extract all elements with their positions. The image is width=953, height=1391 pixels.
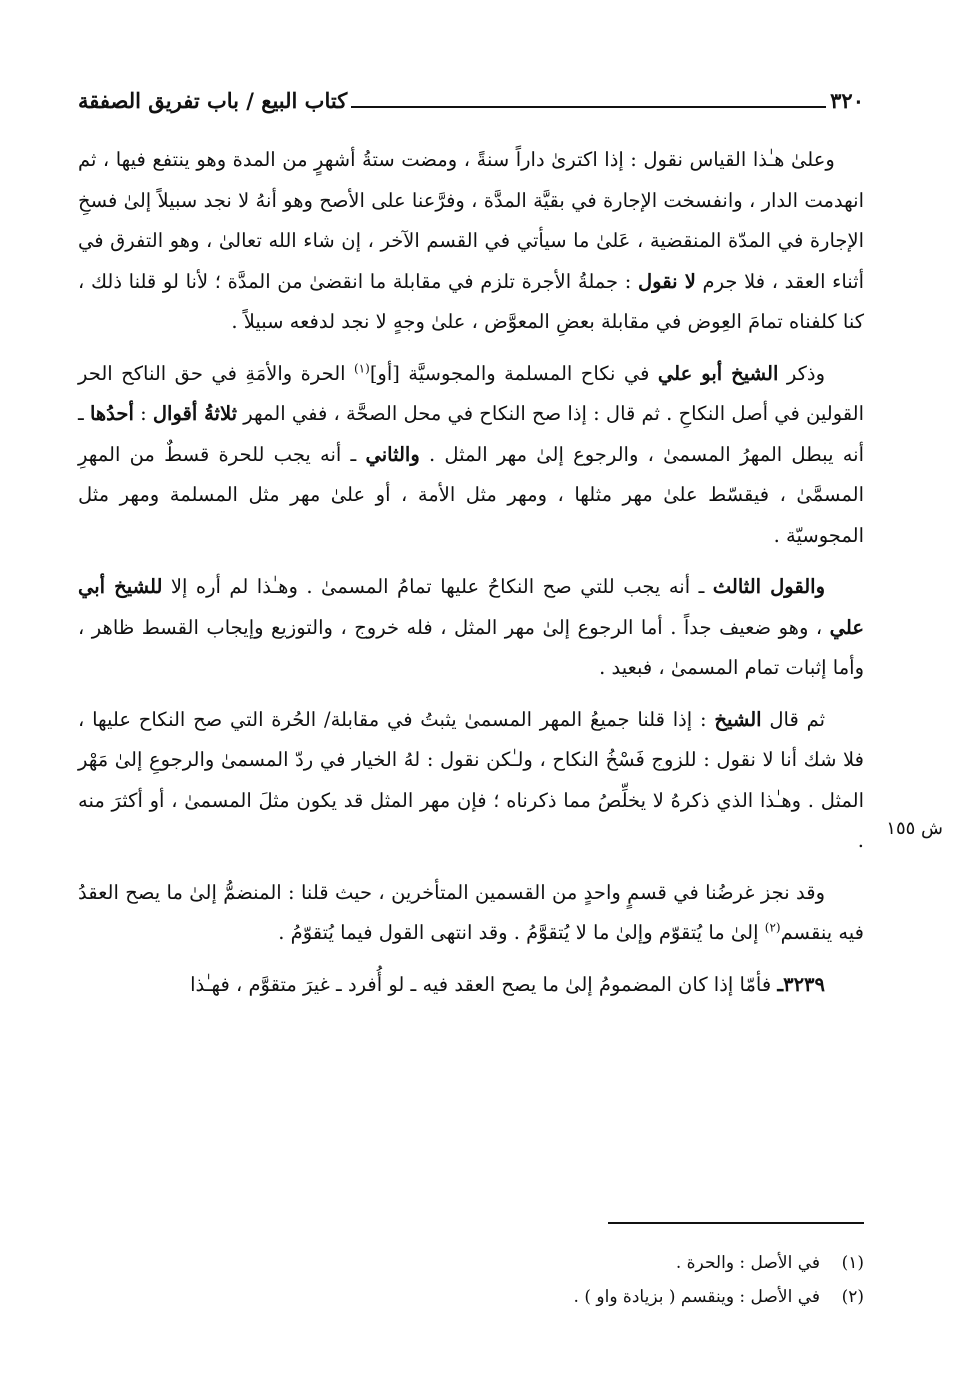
paragraph xyxy=(78,700,864,862)
running-header xyxy=(78,82,864,118)
footnote-ref[interactable]: (٢) xyxy=(764,920,781,935)
text-run: فأمّا إذا كان المضمومُ إلىٰ ما يصح العقد فيه ـ لو أُفرد ـ غيرَ متقوَّم ، فهـٰذا xyxy=(190,972,778,996)
main-text xyxy=(78,140,864,1016)
page-number: ٣٢٠ xyxy=(830,87,864,113)
manuscript-folio-note: ش ١٥٥ xyxy=(886,818,943,839)
paragraph xyxy=(78,140,864,343)
scholar-name: الشيخ أبو علي xyxy=(657,361,779,385)
text-run: : إذا قلنا جميعُ المهر المسمىٰ يثبتُ في مقابلة/ الحُرة التي صح النكاح عليها ، فلا شك أنا لا نقول : للزوج فَسْخُ النكاح ، ولـٰكن نقول : لهُ الخيار في ردّ المسمىٰ والرجوعِ إلىٰ مَهْر المثل . وهـٰذا الذي ذكرهُ لا يخلِّصُ مما ذكرناه ؛ فإن مهر المثل قد يكون مثلَ المسمىٰ ، أو أكثرَ منه . xyxy=(78,707,864,852)
emphasis-term: ثلاثةُ أقوال xyxy=(152,402,238,425)
text-run: إلىٰ ما يُتقوّم وإلىٰ ما لا يُتقوَّمُ . وقد انتهى القول فيما يُتقوّمُ . xyxy=(278,921,765,944)
emphasis-term: والثاني xyxy=(365,442,420,466)
scholar-name: الشيخ xyxy=(714,707,762,731)
text-run: في نكاح المسلمة والمجوسيَّة [أو] xyxy=(369,361,658,385)
paragraph xyxy=(78,354,864,557)
emphasis-term: أحدُها xyxy=(89,402,134,425)
section-number: ٣٢٣٩ـ xyxy=(777,972,825,996)
chapter-title: كتاب البيع / باب تفريق الصفقة xyxy=(78,87,348,113)
text-run: وعلىٰ هـٰذا القياس نقول : إذا اكترىٰ داراً سنةً ، ومضت ستةُ أشهرٍ من المدة وهو ينتفع فيها ، ثم انهدمت الدار ، وانفسخت الإجارة في بقيَّة المدَّة ، وفرَّعنا على الأصح وهو أنهُ لا نجد سبيلاً إلىٰ فسخِ الإجارة في المدّة المنقضية ، عَلىٰ ما سيأتي في القسم الآخر ، إن شاء الله تعالىٰ ، وهو التفرق في أثناء العقد ، فلا جرم xyxy=(78,148,864,293)
text-run: الحرة والأمَةِ في حق الناكح الحر القولين في أصل النكاحِ . ثم قال : إذا صح النكاح في محل الصحَّة ، ففي المهر xyxy=(78,361,865,425)
text-run: وقد نجز غرضُنا في قسمٍ واحدٍ من القسمين المتأخرين ، حيث قلنا : المنضمُّ إلىٰ ما يصح العقدُ فيه ينقسم xyxy=(78,880,864,944)
footnote-ref[interactable]: (١) xyxy=(353,361,370,375)
paragraph xyxy=(78,567,864,689)
emphasis-term: والقول الثالث xyxy=(712,575,825,598)
footnote xyxy=(78,1280,864,1314)
text-run: ، وهو ضعيف جداً . أما الرجوع إلىٰ مهر المثل ، فله خروج ، والتوزيع وإيجاب القسط ظاهر ، وأما إثبات تمام المسمىٰ ، فبعيد . xyxy=(78,615,864,679)
text-run: ثم قال xyxy=(761,707,825,731)
emphasis-term: لا نقول xyxy=(637,269,696,293)
header-rule xyxy=(351,92,826,108)
text-run: وذكر xyxy=(778,361,825,385)
footnote-text: في الأصل : والحرة . xyxy=(675,1253,820,1273)
text-run: ـ أنه يبطل المهرُ المسمىٰ ، والرجوع إلىٰ مهر المثل . xyxy=(78,402,864,466)
footnote-text: في الأصل : وينقسم ( بزيادة واو ) . xyxy=(573,1287,820,1307)
text-run: : جملةُ الأجرة تلزم في مقابلة ما انقضىٰ من المدَّة ؛ لأنا لو قلنا ذلك ، كنا كلفناه تمامَ العِوض في مقابلة بعضِ المعوَّض ، علىٰ وجهٍ لا نجد لدفعه سبيلاً . xyxy=(78,269,864,333)
text-run: ـ أنه يجب للحرة قسطٌ من المهرِ المسمَّىٰ ، فيقسّط علىٰ مهر مثلها ، ومهر مثل الأمة ، أو علىٰ مهر مثل المسلمة ومهر مثل المجوسيّة . xyxy=(78,442,864,547)
footnote-separator xyxy=(608,1222,864,1224)
paragraph xyxy=(78,873,864,954)
paragraph xyxy=(78,965,864,1006)
text-run: ـ أنه يجب للتي صح النكاحُ عليها تمامُ المسمىٰ . وهـٰذا لم أره إلا xyxy=(162,575,713,598)
footnote-number: (٢) xyxy=(841,1287,864,1307)
footnote-number: (١) xyxy=(841,1253,864,1273)
text-run: : xyxy=(133,402,153,425)
scholar-name: للشيخ أبي علي xyxy=(78,575,864,639)
footnotes xyxy=(78,1246,864,1314)
footnote xyxy=(78,1246,864,1280)
